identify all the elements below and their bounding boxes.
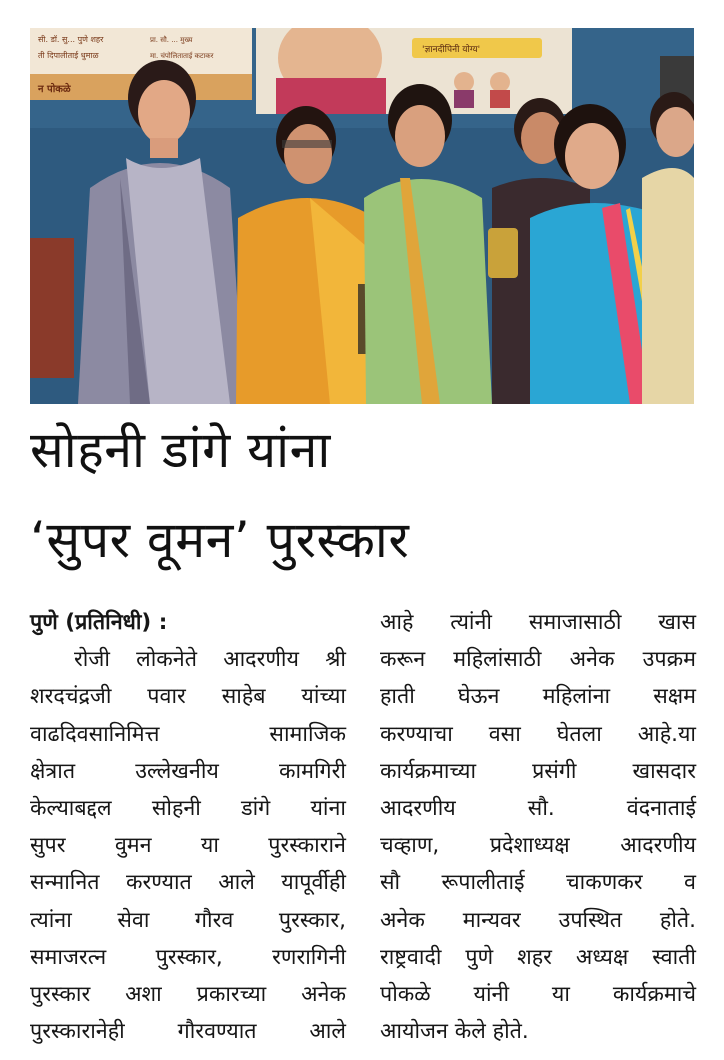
- banner-mid-line-2: मा. चंपोलिताताई कटाकर: [150, 52, 214, 60]
- right-line-12: आयोजन केले होते.: [380, 1019, 529, 1045]
- banner-left-line-1: सी. डॉ. सु... पुणे शहर: [38, 35, 104, 44]
- left-line-1: रोजी लोकनेते आदरणीय श्री: [74, 647, 346, 673]
- left-line-4: क्षेत्रात उल्लेखनीय कामगिरी: [30, 758, 346, 784]
- banner-left-line-2: ती दिपालीताई धुमाळ: [38, 51, 99, 60]
- right-line-5: कार्यक्रमाच्या प्रसंगी खासदार: [380, 758, 696, 784]
- left-line-7: सन्मानित करण्यात आले यापूर्वीही: [30, 870, 346, 896]
- left-line-9: समाजरत्न पुरस्कार, रणरागिनी: [30, 944, 346, 970]
- left-line-10: पुरस्कार अशा प्रकारच्या अनेक: [30, 982, 346, 1008]
- left-line-3: वाढदिवसानिमित्त सामाजिक: [30, 721, 346, 747]
- left-line-2: शरदचंद्रजी पवार साहेब यांच्या: [30, 684, 346, 710]
- right-line-3: हाती घेऊन महिलांना सक्षम: [380, 684, 696, 710]
- right-line-6: आदरणीय सौ. वंदनाताई: [380, 796, 696, 822]
- banner-mid-line-1: प्रा. सौ. ... मुख्य: [150, 36, 193, 44]
- left-line-6: सुपर वुमन या पुरस्काराने: [30, 833, 346, 859]
- right-line-4: करण्याचा वसा घेतला आहे.या: [380, 721, 696, 747]
- article-column-left: [30, 604, 346, 1050]
- banner-ribbon: 'ज्ञानदीपिनी योग्य': [422, 45, 481, 55]
- article-column-right: [380, 604, 696, 1050]
- headline-line-2: ‘सुपर वूमन’ पुरस्कार: [30, 511, 410, 569]
- right-line-1: आहे त्यांनी समाजासाठी खास: [380, 610, 696, 635]
- right-line-2: करून महिलांसाठी अनेक उपक्रम: [380, 647, 696, 673]
- left-line-8: त्यांना सेवा गौरव पुरस्कार,: [30, 907, 346, 933]
- right-line-9: अनेक मान्यवर उपस्थित होते.: [380, 907, 696, 933]
- banner-left-line-3: न पोकळे: [38, 84, 71, 95]
- right-line-10: राष्ट्रवादी पुणे शहर अध्यक्ष स्वाती: [380, 944, 696, 970]
- right-line-11: पोकळे यांनी या कार्यक्रमाचे: [380, 982, 696, 1008]
- headline-line-1: सोहनी डांगे यांना: [30, 421, 331, 479]
- photo-illustration: [30, 28, 694, 404]
- left-line-5: केल्याबद्दल सोहनी डांगे यांना: [30, 796, 346, 822]
- news-photo: [30, 28, 694, 404]
- right-line-7: चव्हाण, प्रदेशाध्यक्ष आदरणीय: [380, 833, 696, 859]
- right-line-8: सौ रूपालीताई चाकणकर व: [380, 870, 696, 896]
- left-line-11: पुरस्कारानेही गौरवण्यात आले: [30, 1019, 346, 1045]
- dateline: पुणे (प्रतिनिधी) :: [30, 610, 168, 635]
